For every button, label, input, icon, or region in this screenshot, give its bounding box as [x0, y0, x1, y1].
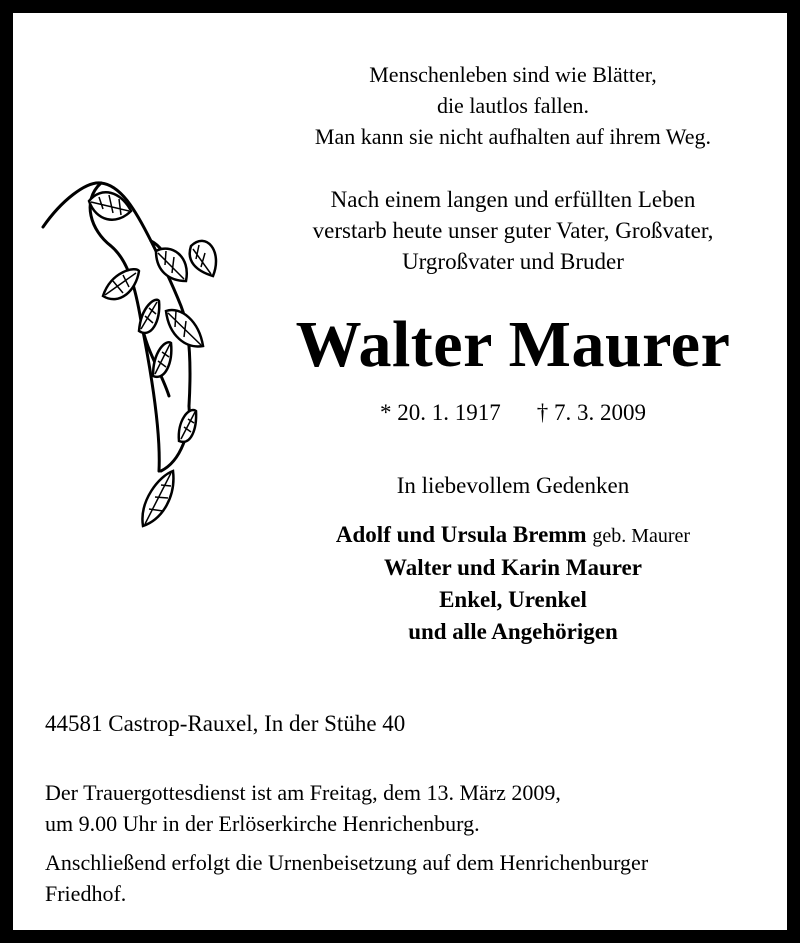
obituary-card	[13, 13, 787, 930]
intro-line: Urgroßvater und Bruder	[402, 249, 624, 274]
family-line	[213, 584, 800, 616]
intro-line: Nach einem langen und erfüllten Leben	[330, 187, 696, 212]
family-name: Adolf und Ursula Bremm	[335, 522, 587, 547]
burial-info	[45, 847, 648, 909]
birch-branch-icon	[41, 171, 231, 536]
burial-line: Anschließend erfolgt die Urnenbeisetzung auf dem Henrichenburger	[45, 850, 649, 875]
deceased-name: Walter Maurer	[295, 308, 731, 381]
service-info	[45, 777, 561, 839]
intro-text	[213, 184, 800, 277]
family-line	[213, 552, 800, 584]
family-line	[213, 519, 800, 552]
poem-line: die lautlos fallen.	[436, 93, 590, 118]
family-line	[213, 616, 800, 648]
life-dates	[213, 397, 800, 428]
family-name: Walter und Karin Maurer	[384, 555, 642, 580]
poem-line: Menschenleben sind wie Blätter,	[369, 62, 657, 87]
service-line: Der Trauergottesdienst ist am Freitag, dem 13. März 2009,	[45, 780, 561, 805]
burial-line: Friedhof.	[45, 881, 127, 906]
service-line: um 9.00 Uhr in der Erlöserkirche Henrichenburg.	[45, 811, 480, 836]
poem	[213, 59, 800, 152]
family-name: und alle Angehörigen	[408, 619, 618, 644]
family-name: Enkel, Urenkel	[439, 587, 587, 612]
poem-line: Man kann sie nicht aufhalten auf ihrem Weg.	[314, 124, 712, 149]
memory-line: In liebevollem Gedenken	[396, 473, 630, 498]
birth-date: * 20. 1. 1917	[380, 400, 501, 425]
death-date: † 7. 3. 2009	[536, 400, 646, 425]
family-list	[213, 519, 800, 648]
address: 44581 Castrop-Rauxel, In der Stühe 40	[45, 711, 406, 736]
maiden-name-note: geb. Maurer	[592, 525, 691, 547]
intro-line: verstarb heute unser guter Vater, Großvater,	[312, 218, 714, 243]
